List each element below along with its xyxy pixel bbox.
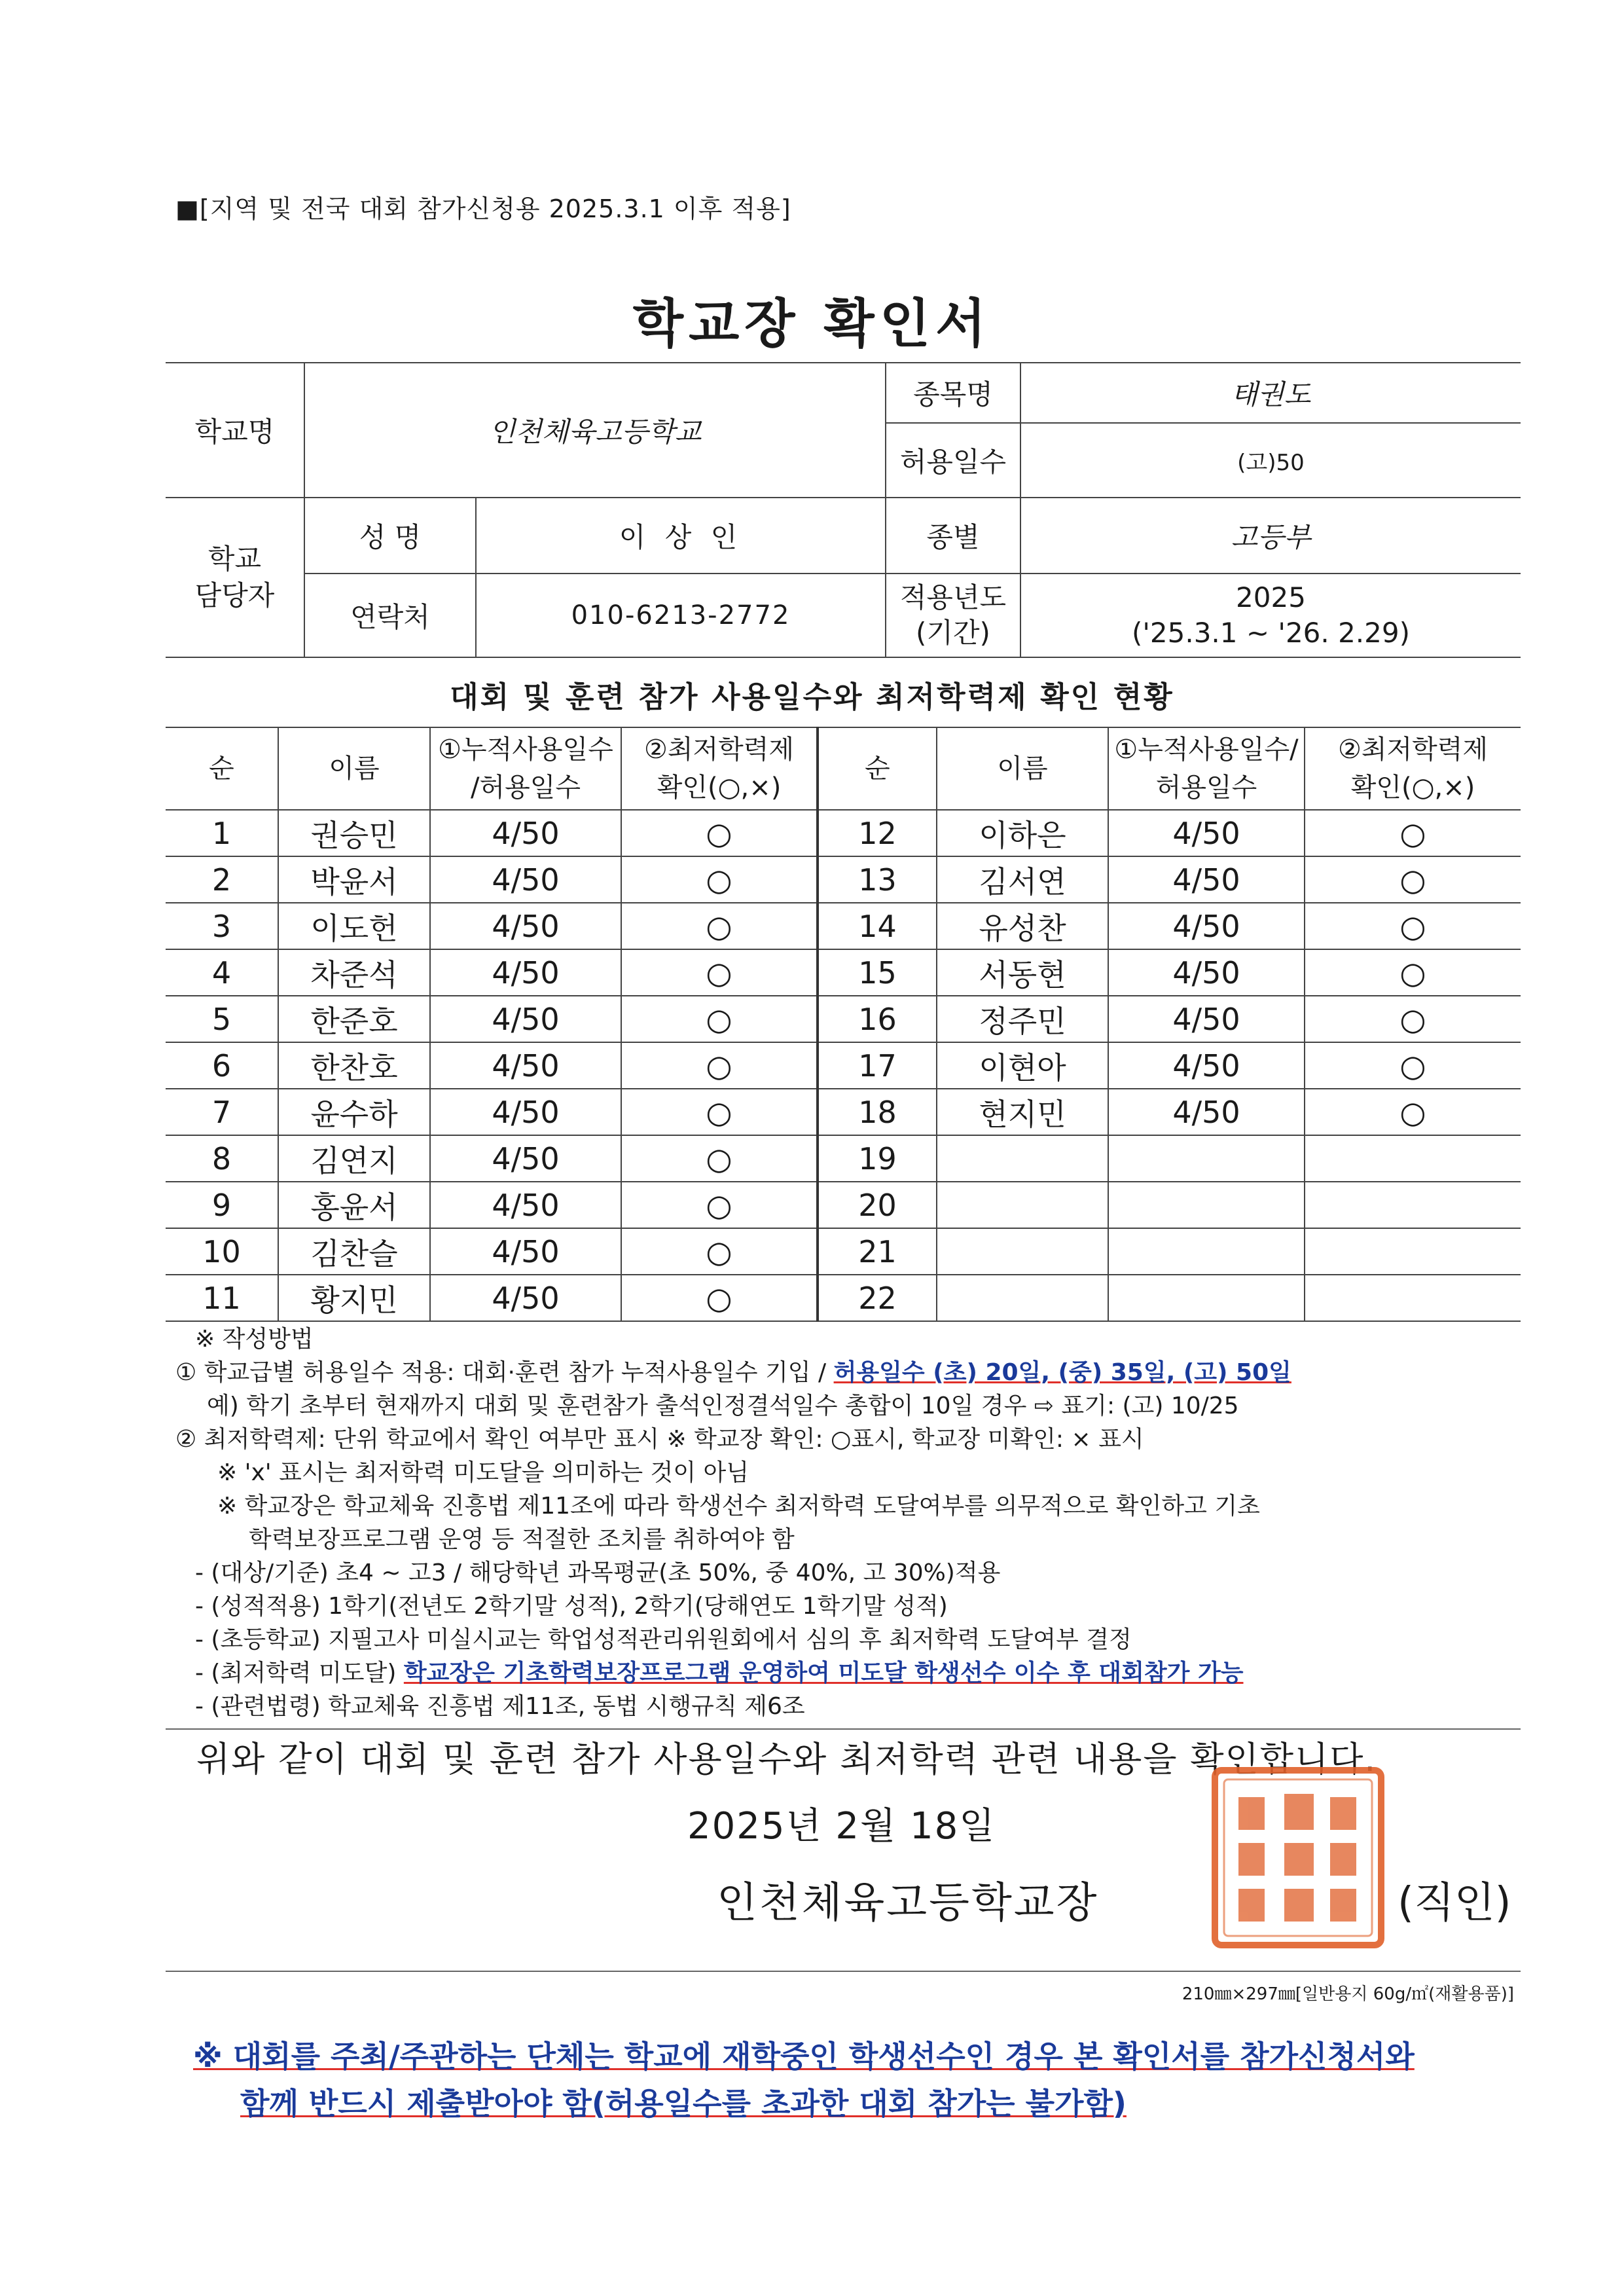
header-mark-left: ②최저학력제 확인(○,×) xyxy=(621,727,818,810)
cell-no-left: 6 xyxy=(166,1042,278,1089)
cell-no-left: 9 xyxy=(166,1182,278,1228)
cell-days-left: 4/50 xyxy=(430,1135,621,1182)
confirmation-statement: 위와 같이 대회 및 훈련 참가 사용일수와 최저학력 관련 내용을 확인합니다. xyxy=(196,1740,1377,1779)
cell-name-right: 김서연 xyxy=(937,856,1108,903)
note-2a: ※ 'x' 표시는 최저학력 미도달을 의미하는 것이 아님 xyxy=(217,1459,749,1486)
cell-no-left: 8 xyxy=(166,1135,278,1182)
note-1-highlight: 허용일수 (초) 20일, (중) 35일, (고) 50일 xyxy=(833,1359,1291,1386)
detail-law: - (관련법령) 학교체육 진흥법 제11조, 동법 시행규칙 제6조 xyxy=(195,1693,805,1720)
cell-mark-right xyxy=(1305,1275,1521,1321)
cell-mark-left: ○ xyxy=(621,1275,818,1321)
cell-days-right xyxy=(1108,1275,1305,1321)
note-1-example: 예) 학기 초부터 현재까지 대회 및 훈련참가 출석인정결석일수 총합이 10일 경우 ⇨ 표기: (고) 10/25 xyxy=(207,1393,1239,1419)
cell-days-left: 4/50 xyxy=(430,996,621,1042)
header-name-right: 이름 xyxy=(937,727,1108,810)
cell-no-right: 20 xyxy=(818,1182,937,1228)
table-row xyxy=(166,810,1521,856)
table-row xyxy=(166,949,1521,996)
detail-unmet-text: - (최저학력 미도달) xyxy=(195,1660,404,1686)
header-no-right: 순 xyxy=(818,727,937,810)
cell-mark-right: ○ xyxy=(1305,1042,1521,1089)
cell-mark-right: ○ xyxy=(1305,1089,1521,1135)
note-2b-line2: 학력보장프로그램 운영 등 적절한 조치를 취하여야 함 xyxy=(249,1526,795,1553)
section-heading: 대회 및 훈련 참가 사용일수와 최저학력제 확인 현황 xyxy=(450,680,1174,714)
table-row xyxy=(166,1135,1521,1182)
cell-days-left: 4/50 xyxy=(430,1089,621,1135)
cell-no-right: 14 xyxy=(818,903,937,949)
cell-name-left: 홍윤서 xyxy=(278,1182,430,1228)
cell-days-right: 4/50 xyxy=(1108,1042,1305,1089)
name-label: 성 명 xyxy=(304,498,476,574)
cell-no-left: 7 xyxy=(166,1089,278,1135)
cell-days-left: 4/50 xyxy=(430,903,621,949)
detail-unmet-highlight: 학교장은 기초학력보장프로그램 운영하여 미도달 학생선수 이수 후 대회참가 가능 xyxy=(403,1660,1244,1686)
period-value: ('25.3.1 ~ '26. 2.29) xyxy=(1131,617,1410,649)
cell-name-left: 박윤서 xyxy=(278,856,430,903)
cell-mark-left: ○ xyxy=(621,1042,818,1089)
year-value: 2025 xyxy=(1236,581,1306,613)
cell-days-right: 4/50 xyxy=(1108,903,1305,949)
header-no-left: 순 xyxy=(166,727,278,810)
allowed-days-label: 허용일수 xyxy=(886,423,1020,498)
cell-name-left: 김연지 xyxy=(278,1135,430,1182)
divider-bottom xyxy=(166,1971,1521,1972)
document-title: 학교장 확인서 xyxy=(632,293,992,354)
cell-name-left: 윤수하 xyxy=(278,1089,430,1135)
cell-no-left: 2 xyxy=(166,856,278,903)
sport-value: 태권도 xyxy=(1020,363,1521,423)
cell-name-right xyxy=(937,1275,1108,1321)
cell-mark-right xyxy=(1305,1135,1521,1182)
cell-no-left: 5 xyxy=(166,996,278,1042)
cell-no-left: 10 xyxy=(166,1228,278,1275)
cell-mark-right xyxy=(1305,1228,1521,1275)
submission-notice xyxy=(193,2033,1528,2127)
cell-name-right xyxy=(937,1182,1108,1228)
cell-no-right: 12 xyxy=(818,810,937,856)
cell-no-left: 11 xyxy=(166,1275,278,1321)
cell-days-right: 4/50 xyxy=(1108,1089,1305,1135)
cell-name-right xyxy=(937,1135,1108,1182)
divider-top xyxy=(166,1728,1521,1730)
table-row xyxy=(166,996,1521,1042)
school-value: 인천체육고등학교 xyxy=(304,363,886,498)
cell-mark-left: ○ xyxy=(621,949,818,996)
table-row xyxy=(166,903,1521,949)
detail-target: - (대상/기준) 초4 ~ 고3 / 해당학년 과목평균(초 50%, 중 40%, 고 30%)적용 xyxy=(195,1559,1001,1586)
detail-grades: - (성적적용) 1학기(전년도 2학기말 성적), 2학기(당해연도 1학기말 성적) xyxy=(195,1593,948,1620)
table-row xyxy=(166,856,1521,903)
table-row xyxy=(166,1089,1521,1135)
cell-mark-right: ○ xyxy=(1305,949,1521,996)
cell-mark-left: ○ xyxy=(621,1135,818,1182)
note-1 xyxy=(175,1356,1524,1389)
cell-name-left: 한준호 xyxy=(278,996,430,1042)
cell-mark-left: ○ xyxy=(621,1228,818,1275)
cell-mark-left: ○ xyxy=(621,810,818,856)
allowed-days-value: (고)50 xyxy=(1020,423,1521,498)
cell-mark-left: ○ xyxy=(621,1089,818,1135)
cell-days-left: 4/50 xyxy=(430,1275,621,1321)
manager-label: 학교 담당자 xyxy=(166,498,304,657)
cell-name-left: 차준석 xyxy=(278,949,430,996)
division-value: 고등부 xyxy=(1020,498,1521,574)
note-2: ② 최저학력제: 단위 학교에서 확인 여부만 표시 ※ 학교장 확인: ○표시, 학교장 미확인: × 표시 xyxy=(175,1426,1144,1453)
cell-mark-left: ○ xyxy=(621,1182,818,1228)
sport-label: 종목명 xyxy=(886,363,1020,423)
cell-mark-left: ○ xyxy=(621,856,818,903)
cell-no-right: 15 xyxy=(818,949,937,996)
cell-mark-right: ○ xyxy=(1305,903,1521,949)
table-row xyxy=(166,1275,1521,1321)
cell-no-left: 3 xyxy=(166,903,278,949)
cell-mark-left: ○ xyxy=(621,996,818,1042)
athlete-table xyxy=(166,727,1521,1322)
cell-name-left: 황지민 xyxy=(278,1275,430,1321)
info-table xyxy=(166,362,1521,658)
instructions-heading: ※ 작성방법 xyxy=(195,1326,314,1353)
cell-days-right: 4/50 xyxy=(1108,996,1305,1042)
cell-days-right: 4/50 xyxy=(1108,856,1305,903)
instructions xyxy=(175,1322,1524,1723)
cell-no-right: 16 xyxy=(818,996,937,1042)
cell-name-left: 이도헌 xyxy=(278,903,430,949)
paper-spec: 210㎜×297㎜[일반용지 60g/㎡(재활용품)] xyxy=(1182,1984,1514,2004)
table-header-row xyxy=(166,727,1521,810)
cell-no-left: 4 xyxy=(166,949,278,996)
detail-elementary: - (초등학교) 지필고사 미실시교는 학업성적관리위원회에서 심의 후 최저학력 도달여부 결정 xyxy=(195,1626,1132,1653)
cell-days-left: 4/50 xyxy=(430,1182,621,1228)
contact-value: 010-6213-2772 xyxy=(476,574,886,657)
cell-mark-right: ○ xyxy=(1305,810,1521,856)
official-seal-icon xyxy=(1206,1761,1390,1954)
cell-mark-right: ○ xyxy=(1305,856,1521,903)
table-row xyxy=(166,1182,1521,1228)
cell-name-left: 한찬호 xyxy=(278,1042,430,1089)
school-label: 학교명 xyxy=(166,363,304,498)
cell-days-left: 4/50 xyxy=(430,1228,621,1275)
cell-days-right: 4/50 xyxy=(1108,949,1305,996)
cell-days-left: 4/50 xyxy=(430,810,621,856)
cell-days-right: 4/50 xyxy=(1108,810,1305,856)
cell-name-right: 이현아 xyxy=(937,1042,1108,1089)
notice-line-2: 함께 반드시 제출받아야 함(허용일수를 초과한 대회 참가는 불가함) xyxy=(240,2086,1127,2121)
issue-date: 2025년 2월 18일 xyxy=(687,1805,996,1848)
cell-mark-right xyxy=(1305,1182,1521,1228)
period-label: 적용년도 (기간) xyxy=(886,574,1020,657)
cell-name-right xyxy=(937,1228,1108,1275)
cell-name-left: 권승민 xyxy=(278,810,430,856)
name-value: 이 상 인 xyxy=(476,498,886,574)
cell-days-right xyxy=(1108,1228,1305,1275)
cell-days-left: 4/50 xyxy=(430,856,621,903)
period-cell xyxy=(1020,574,1521,657)
header-mark-right: ②최저학력제 확인(○,×) xyxy=(1305,727,1521,810)
cell-days-left: 4/50 xyxy=(430,1042,621,1089)
cell-no-right: 22 xyxy=(818,1275,937,1321)
notice-line-1: ※ 대회를 주최/주관하는 단체는 학교에 재학중인 학생선수인 경우 본 확인서를 참가신청서와 xyxy=(193,2039,1415,2074)
cell-mark-right: ○ xyxy=(1305,996,1521,1042)
cell-days-left: 4/50 xyxy=(430,949,621,996)
table-row xyxy=(166,1042,1521,1089)
division-label: 종별 xyxy=(886,498,1020,574)
cell-mark-left: ○ xyxy=(621,903,818,949)
principal-title: 인천체육고등학교장 xyxy=(717,1879,1099,1927)
contact-label: 연락처 xyxy=(304,574,476,657)
note-2b-line1: ※ 학교장은 학교체육 진흥법 제11조에 따라 학생선수 최저학력 도달여부를 의무적으로 확인하고 기초 xyxy=(217,1493,1260,1520)
cell-name-right: 정주민 xyxy=(937,996,1108,1042)
cell-name-right: 서동현 xyxy=(937,949,1108,996)
note-1-text: ① 학교급별 허용일수 적용: 대회·훈련 참가 누적사용일수 기입 / xyxy=(175,1359,834,1386)
cell-no-right: 18 xyxy=(818,1089,937,1135)
cell-days-right xyxy=(1108,1182,1305,1228)
cell-name-right: 유성찬 xyxy=(937,903,1108,949)
cell-name-left: 김찬슬 xyxy=(278,1228,430,1275)
cell-days-right xyxy=(1108,1135,1305,1182)
header-name-left: 이름 xyxy=(278,727,430,810)
cell-no-right: 21 xyxy=(818,1228,937,1275)
table-row xyxy=(166,1228,1521,1275)
cell-name-right: 이하은 xyxy=(937,810,1108,856)
cell-no-right: 17 xyxy=(818,1042,937,1089)
cell-no-left: 1 xyxy=(166,810,278,856)
detail-unmet xyxy=(175,1656,1524,1690)
seal-label: (직인) xyxy=(1398,1879,1511,1927)
cell-name-right: 현지민 xyxy=(937,1089,1108,1135)
table-body xyxy=(166,810,1521,1321)
header-days-right: ①누적사용일수/ 허용일수 xyxy=(1108,727,1305,810)
cell-no-right: 19 xyxy=(818,1135,937,1182)
cell-no-right: 13 xyxy=(818,856,937,903)
header-days-left: ①누적사용일수 /허용일수 xyxy=(430,727,621,810)
form-header-note: ■[지역 및 전국 대회 참가신청용 2025.3.1 이후 적용] xyxy=(175,194,791,223)
